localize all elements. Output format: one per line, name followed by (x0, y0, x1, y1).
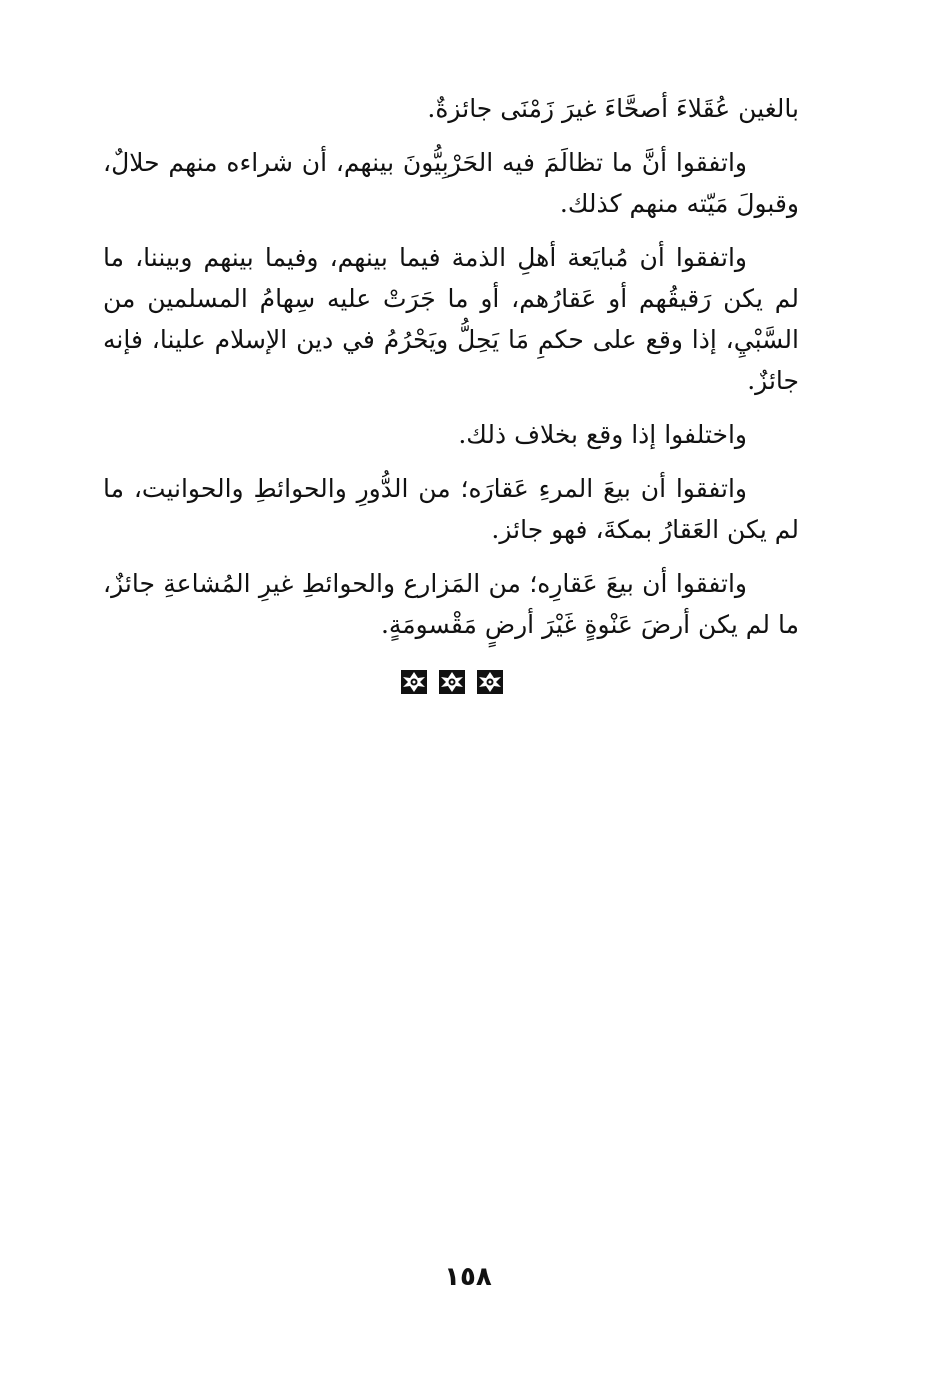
floral-ornament-icon (400, 669, 428, 695)
paragraph: واتفقوا أن بيعَ المرءِ عَقارَه؛ من الدُّورِ والحوائطِ والحوانيت، ما لم يكن العَقارُ بمكةَ، فهو جائز. (103, 474, 799, 544)
floral-ornament-icon (476, 669, 504, 695)
paragraph: واتفقوا أن بيعَ عَقارِه؛ من المَزارع والحوائطِ غيرِ المُشاعةِ جائزٌ، ما لم يكن أرضَ عَنْوةٍ غَيْرَ أرضٍ مَقْسومَةٍ. (103, 569, 799, 639)
page-number: ١٥٨ (444, 1262, 492, 1292)
paragraph: واتفقوا أنَّ ما تظالَمَ فيه الحَرْبِيُّونَ بينهم، أن شراءه منهم حلالٌ، وقبولَ مَيّته منهم كذلك. (103, 148, 799, 218)
paragraph: واختلفوا إذا وقع بخلاف ذلك. (458, 420, 747, 449)
floral-ornament-icon (438, 669, 466, 695)
page-text (103, 88, 799, 658)
paragraph-continuation: بالغين عُقَلاءَ أصحَّاءَ غيرَ زَمْنَى جائزةٌ. (427, 94, 799, 123)
section-ornament (400, 668, 504, 696)
paragraph: واتفقوا أن مُبايَعة أهلِ الذمة فيما بينهم، وفيما بينهم وبيننا، ما لم يكن رَقيقُهم أو عَقارُهم، أو ما جَرَتْ عليه سِهامُ المسلمين من السَّبْيِ، إذا وقع على حكمِ مَا يَحِلُّ ويَحْرُمُ في دين الإسلام علينا، فإنه جائزٌ. (103, 243, 799, 395)
